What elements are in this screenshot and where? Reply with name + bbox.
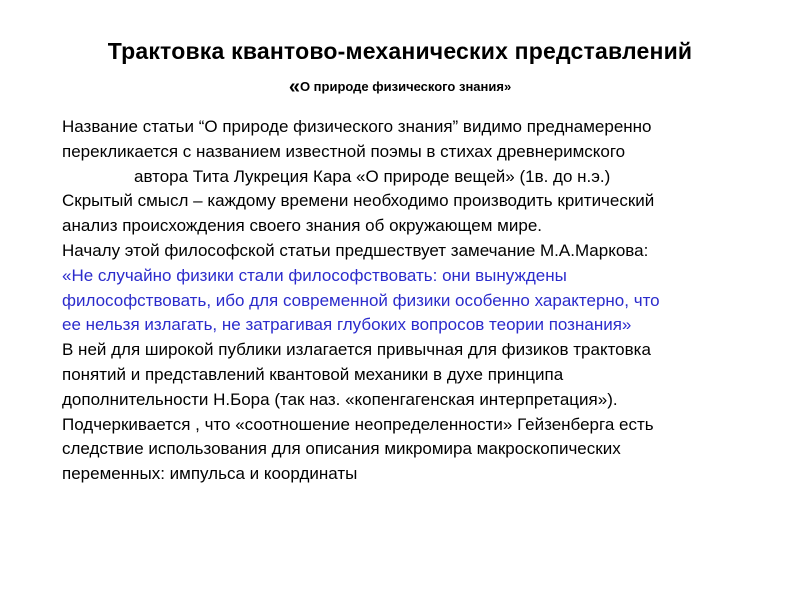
body-line: Скрытый смысл – каждому времени необходимо производить критический [62,191,655,211]
body-line: Подчеркивается , что «соотношение неопределенности» Гейзенберга есть [62,414,654,434]
body-line: понятий и представлений квантовой механики в духе принципа [62,364,564,384]
body-line: В ней для широкой публики излагается привычная для физиков трактовка [62,340,651,360]
subtitle-text: О природе физического знания» [299,79,512,94]
body-line: анализ происхождения своего знания об окружающем мире. [62,216,542,236]
body-line: перекликается с названием известной поэмы в стихах древнеримского [62,141,626,161]
markov-quote-line: ее нельзя излагать, не затрагивая глубоких вопросов теории познания» [62,315,632,335]
subtitle-open-quote: « [288,76,300,98]
body-line: Началу этой философской статьи предшествует замечание М.А.Маркова: [62,240,649,260]
body-line: следствие использования для описания микромира макроскопических [62,439,621,459]
body-line: переменных: импульса и координаты [62,464,358,484]
body-line: Название статьи “О природе физического знания” видимо преднамеренно [62,117,652,136]
markov-quote-line: философствовать, ибо для современной физики особенно характерно, что [62,290,660,310]
body-line-indented: автора Тита Лукреция Кара «О природе вещей» (1в. до н.э.) [134,166,611,186]
slide-subtitle [0,76,800,99]
slide-body [62,115,762,487]
markov-quote-line: «Не случайно физики стали философствовать: они вынуждены [62,265,567,285]
body-line: дополнительности Н.Бора (так наз. «копенгагенская интерпретация»). [62,389,618,409]
slide-title: Трактовка квантово-механических представлений [107,38,693,64]
